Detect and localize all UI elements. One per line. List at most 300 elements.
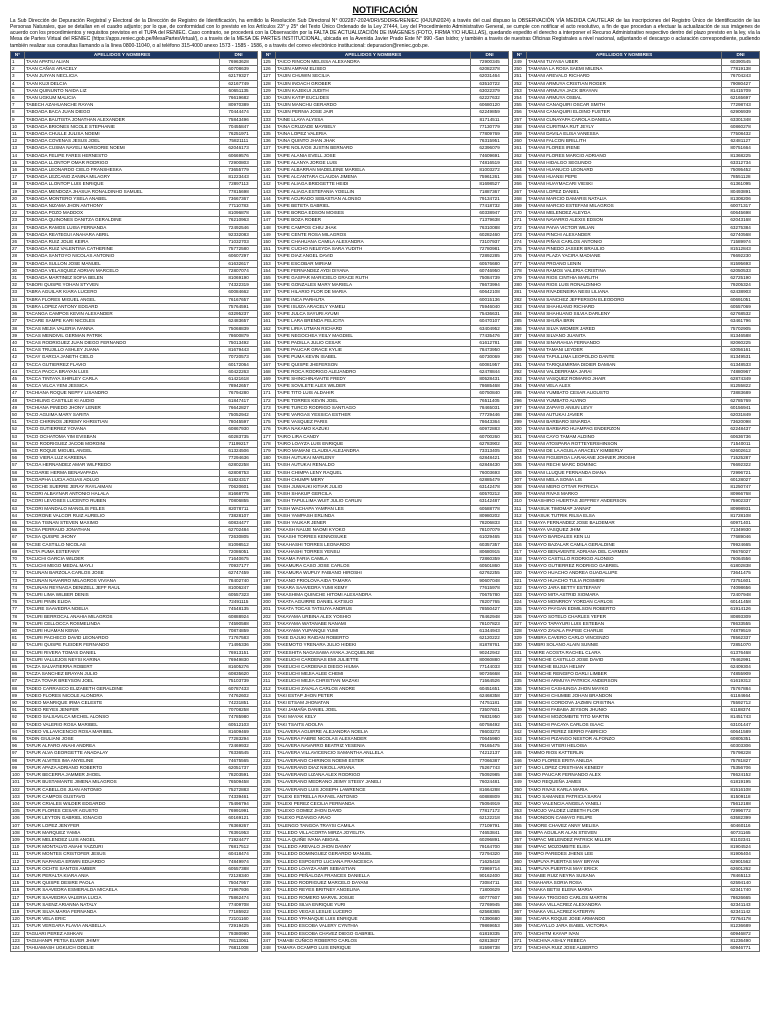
row-number: 232 bbox=[262, 829, 276, 836]
table-row bbox=[513, 217, 760, 224]
row-dni: 75436631 bbox=[471, 311, 509, 318]
row-number: 81 bbox=[11, 635, 25, 642]
row-number: 369 bbox=[513, 923, 527, 930]
row-full-name: TAMANI BARBARO HUAMPAG ENDERZON bbox=[526, 426, 721, 433]
row-number: 15 bbox=[11, 159, 25, 166]
row-full-name: TAMINCHI FABABA JEYSON JHUNIO bbox=[526, 707, 721, 714]
table-row bbox=[262, 829, 509, 836]
row-dni: 63461796 bbox=[722, 318, 760, 325]
row-number: 267 bbox=[513, 188, 527, 195]
table-row bbox=[513, 757, 760, 764]
table-row bbox=[262, 447, 509, 454]
row-number: 110 bbox=[11, 844, 25, 851]
row-number: 64 bbox=[11, 512, 25, 519]
row-full-name: TAINA QUINTO JHAN JHAK bbox=[275, 138, 470, 145]
row-number: 213 bbox=[262, 692, 276, 699]
table-row bbox=[11, 556, 258, 563]
table-row bbox=[513, 368, 760, 375]
row-dni: 62747459 bbox=[220, 570, 258, 577]
table-row bbox=[262, 289, 509, 296]
table-row bbox=[513, 512, 760, 519]
row-full-name: TABOADA REATEGUI ANAHARA ABRIL bbox=[24, 231, 219, 238]
row-dni: 77409708 bbox=[220, 901, 258, 908]
row-dni: 81368225 bbox=[722, 152, 760, 159]
row-full-name: TAKAHASHI TORRES LEONARDO bbox=[275, 541, 470, 548]
table-row bbox=[513, 642, 760, 649]
row-dni: 79165475 bbox=[471, 743, 509, 750]
row-number: 28 bbox=[11, 253, 25, 260]
row-number: 115 bbox=[11, 880, 25, 887]
row-full-name: TAGUHANPI PETSA ELVER JHIMY bbox=[24, 937, 219, 944]
row-dni: 77729446 bbox=[471, 411, 509, 418]
table-row bbox=[513, 678, 760, 685]
table-row bbox=[513, 527, 760, 534]
row-full-name: TACUNAN REYNAGA DENIZELL JEFF RAUL bbox=[24, 584, 219, 591]
row-dni: 63312734 bbox=[722, 159, 760, 166]
row-dni: 60169121 bbox=[220, 815, 258, 822]
table-header-row bbox=[513, 51, 760, 58]
row-dni: 62122218 bbox=[471, 815, 509, 822]
row-full-name: TAFUR SAAVEDRA VALERIA LUCIA bbox=[24, 894, 219, 901]
table-row bbox=[11, 404, 258, 411]
table-row bbox=[262, 404, 509, 411]
table-row bbox=[262, 800, 509, 807]
row-dni: 71525287 bbox=[722, 455, 760, 462]
table-row bbox=[11, 498, 258, 505]
table-row bbox=[513, 152, 760, 159]
row-number: 82 bbox=[11, 642, 25, 649]
row-dni: 70874859 bbox=[220, 628, 258, 635]
row-number: 289 bbox=[513, 347, 527, 354]
row-full-name: TANCHIVA RUIZ JOSE ALBERTO bbox=[526, 944, 721, 951]
row-full-name: TAMANI PIÑAS CARLOS ANTONIO bbox=[526, 239, 721, 246]
table-row bbox=[11, 628, 258, 635]
row-number: 154 bbox=[262, 267, 276, 274]
row-full-name: TALEXI ESTRELLA RAFAEL ANTONIO bbox=[275, 793, 470, 800]
row-number: 45 bbox=[11, 375, 25, 382]
row-number: 27 bbox=[11, 246, 25, 253]
tables-container bbox=[10, 51, 760, 952]
row-number: 25 bbox=[11, 231, 25, 238]
row-number: 161 bbox=[262, 318, 276, 325]
row-dni: 70708258 bbox=[220, 707, 258, 714]
row-number: 30 bbox=[11, 267, 25, 274]
row-dni: 62568365 bbox=[471, 908, 509, 915]
row-dni: 60835620 bbox=[220, 671, 258, 678]
row-number: 227 bbox=[262, 793, 276, 800]
row-number: 229 bbox=[262, 808, 276, 815]
row-dni: 81098512 bbox=[220, 541, 258, 548]
row-number: 75 bbox=[11, 592, 25, 599]
row-number: 364 bbox=[513, 887, 527, 894]
row-dni: 76704243 bbox=[722, 73, 760, 80]
row-number: 218 bbox=[262, 728, 276, 735]
row-number: 202 bbox=[262, 613, 276, 620]
table-row bbox=[262, 786, 509, 793]
row-number: 69 bbox=[11, 548, 25, 555]
row-number: 90 bbox=[11, 700, 25, 707]
row-dni: 70620601 bbox=[220, 483, 258, 490]
row-full-name: TAFUR QUISPE DESIRE PAOLA bbox=[24, 880, 219, 887]
row-dni: 60015136 bbox=[471, 296, 509, 303]
row-number: 100 bbox=[11, 772, 25, 779]
table-row bbox=[11, 433, 258, 440]
table-row bbox=[11, 822, 258, 829]
row-dni: 81878761 bbox=[471, 642, 509, 649]
table-row bbox=[513, 944, 760, 951]
table-row bbox=[262, 167, 509, 174]
row-dni: 77294636 bbox=[220, 455, 258, 462]
row-number: 306 bbox=[513, 469, 527, 476]
row-full-name: TAKI ETSAM JHONATAN bbox=[275, 700, 470, 707]
row-full-name: TAAN APATIU ALIAN bbox=[24, 58, 219, 65]
table-row bbox=[11, 174, 258, 181]
row-dni: 74653841 bbox=[471, 829, 509, 836]
row-number: 198 bbox=[262, 584, 276, 591]
row-number: 327 bbox=[513, 620, 527, 627]
row-number: 106 bbox=[11, 815, 25, 822]
row-dni: 81906404 bbox=[722, 851, 760, 858]
row-dni: 62848421 bbox=[471, 455, 509, 462]
row-dni: 62167749 bbox=[220, 80, 258, 87]
table-row bbox=[11, 692, 258, 699]
table-row bbox=[262, 239, 509, 246]
table-row bbox=[262, 145, 509, 152]
row-number: 194 bbox=[262, 556, 276, 563]
row-full-name: TAKEMOTO YRENARA JULIO HIDEKI bbox=[275, 642, 470, 649]
row-dni: 72900345 bbox=[471, 58, 509, 65]
row-full-name: TAIPE VASQUEZ PARIS bbox=[275, 419, 470, 426]
row-number: 42 bbox=[11, 354, 25, 361]
row-full-name: TACORI ALBAYNAR ANTONIO HALALA bbox=[24, 491, 219, 498]
row-number: 1 bbox=[11, 58, 25, 65]
row-number: 305 bbox=[513, 462, 527, 469]
row-full-name: TAKEUCHI CARDENAS EMI JULIETTE bbox=[275, 656, 470, 663]
row-full-name: TAIPE HILARIO FLOR DE MARIA bbox=[275, 289, 470, 296]
row-full-name: TAMANI SHUÑA BRIN bbox=[526, 318, 721, 325]
table-row bbox=[262, 858, 509, 865]
row-dni: 76003693 bbox=[471, 469, 509, 476]
table-row bbox=[11, 937, 258, 944]
row-number: 275 bbox=[513, 246, 527, 253]
table-row bbox=[11, 700, 258, 707]
row-dni: 76167657 bbox=[220, 296, 258, 303]
row-number: 190 bbox=[262, 527, 276, 534]
table-row bbox=[11, 73, 258, 80]
row-full-name: TACUCHI MEGO MEDAL MAYLI bbox=[24, 563, 219, 570]
row-dni: 78207765 bbox=[471, 599, 509, 606]
table-row bbox=[262, 664, 509, 671]
row-full-name: TAMONDON CAMAYO FELIPE bbox=[526, 815, 721, 822]
row-full-name: TAIPE PADILLA JULIO CESAR bbox=[275, 339, 470, 346]
row-full-name: TAMPAC MOZOMBITE ELISA bbox=[526, 844, 721, 851]
table-row bbox=[11, 606, 258, 613]
row-full-name: TAIPE ESCOBAR MIRIAM bbox=[275, 260, 470, 267]
row-dni: 71564526 bbox=[471, 678, 509, 685]
table-row bbox=[262, 296, 509, 303]
row-dni: 60588778 bbox=[471, 505, 509, 512]
row-full-name: TAGUARI PEREZ ASHKAN bbox=[24, 930, 219, 937]
table-row bbox=[11, 440, 258, 447]
row-number: 211 bbox=[262, 678, 276, 685]
row-dni: 71625418 bbox=[471, 858, 509, 865]
table-row bbox=[262, 411, 509, 418]
row-full-name: TAINE LLAYA ALYSSA bbox=[275, 116, 470, 123]
row-number: 109 bbox=[11, 836, 25, 843]
row-dni: 71540011 bbox=[722, 440, 760, 447]
row-dni: 81069190 bbox=[220, 275, 258, 282]
row-number: 281 bbox=[513, 289, 527, 296]
row-number: 235 bbox=[262, 851, 276, 858]
row-full-name: TACURI PININ ELIDA bbox=[24, 599, 219, 606]
row-full-name: TAMANI HUANUCO LEONARD bbox=[526, 167, 721, 174]
row-number: 6 bbox=[11, 95, 25, 102]
row-dni: 78624152 bbox=[722, 772, 760, 779]
table-row bbox=[11, 800, 258, 807]
row-dni: 75356706 bbox=[722, 764, 760, 771]
table-row bbox=[262, 231, 509, 238]
row-full-name: TABOADA LLONTOP LUIS ENRIQUE bbox=[24, 181, 219, 188]
table-row bbox=[513, 73, 760, 80]
row-number: 112 bbox=[11, 858, 25, 865]
row-full-name: TAMANI AREVALO RICHARD bbox=[526, 73, 721, 80]
row-full-name: TAKAHASHI TORRES YENSU bbox=[275, 548, 470, 555]
row-number: 316 bbox=[513, 541, 527, 548]
table-row bbox=[262, 613, 509, 620]
row-number: 366 bbox=[513, 901, 527, 908]
row-full-name: TAIPE GONZALES MARY MARIELA bbox=[275, 282, 470, 289]
header-num: N° bbox=[513, 51, 527, 58]
row-dni: 63510722 bbox=[471, 80, 509, 87]
row-full-name: TAKASH NAUJE NAOMI KYOKO bbox=[275, 527, 470, 534]
row-number: 199 bbox=[262, 592, 276, 599]
row-full-name: TALAVERANO DIAZ NIKOLL ARIANA bbox=[275, 764, 470, 771]
table-row bbox=[513, 880, 760, 887]
row-number: 311 bbox=[513, 505, 527, 512]
row-number: 187 bbox=[262, 505, 276, 512]
row-full-name: TAIPE QUISPE JHEFERSON bbox=[275, 361, 470, 368]
row-dni: 81609469 bbox=[220, 728, 258, 735]
table-row bbox=[513, 649, 760, 656]
row-dni: 77689046 bbox=[722, 534, 760, 541]
row-dni: 62601262 bbox=[722, 865, 760, 872]
row-dni: 72086051 bbox=[220, 548, 258, 555]
row-full-name: TACORI MANDALO MANGLIS FELES bbox=[24, 505, 219, 512]
row-number: 224 bbox=[262, 772, 276, 779]
row-number: 338 bbox=[513, 700, 527, 707]
row-number: 183 bbox=[262, 476, 276, 483]
row-full-name: TALLEDO ESCOBA VALERY CYNTHIA bbox=[275, 923, 470, 930]
row-dni: 72996721 bbox=[722, 469, 760, 476]
row-dni: 62594140 bbox=[722, 880, 760, 887]
row-number: 116 bbox=[11, 887, 25, 894]
row-dni: 62785769 bbox=[722, 397, 760, 404]
row-full-name: TACURI QUISPE FLEIDER FERNANDO bbox=[24, 642, 219, 649]
row-dni: 78643364 bbox=[471, 419, 509, 426]
table-row bbox=[262, 275, 509, 282]
row-dni: 75496794 bbox=[220, 800, 258, 807]
row-full-name: TAMANI CURITIMA RUT JEYLY bbox=[526, 123, 721, 130]
row-dni: 80893309 bbox=[722, 613, 760, 620]
row-full-name: TAISH WACHAPA YAMPAN LES bbox=[275, 505, 470, 512]
row-full-name: TACTA PUMA ESTEFANY bbox=[24, 548, 219, 555]
table-row bbox=[262, 930, 509, 937]
row-dni: 61612781 bbox=[471, 339, 509, 346]
row-dni: 71349930 bbox=[722, 527, 760, 534]
table-row bbox=[11, 375, 258, 382]
table-row bbox=[262, 419, 509, 426]
row-number: 228 bbox=[262, 800, 276, 807]
table-row bbox=[11, 944, 258, 951]
row-full-name: TADEO SALSAVILCA MICHEL ALONSO bbox=[24, 714, 219, 721]
row-dni: 60084662 bbox=[220, 289, 258, 296]
table-row bbox=[262, 844, 509, 851]
row-full-name: TAIPE ISUIZA ARACELY YAMELI bbox=[275, 303, 470, 310]
row-dni: 77418732 bbox=[471, 203, 509, 210]
row-dni: 72491115 bbox=[220, 599, 258, 606]
row-full-name: TALAVERA VILLAVICENCIO SAMANTHA ANLLELA bbox=[275, 750, 470, 757]
row-full-name: TACZA SALVATIERRA ROBERT bbox=[24, 664, 219, 671]
row-number: 127 bbox=[262, 73, 276, 80]
table-row bbox=[513, 116, 760, 123]
row-dni: 76963628 bbox=[220, 58, 258, 65]
row-dni: 72996772 bbox=[722, 808, 760, 815]
row-number: 87 bbox=[11, 678, 25, 685]
row-number: 243 bbox=[262, 908, 276, 915]
row-dni: 77110783 bbox=[220, 203, 258, 210]
row-dni: 90162400 bbox=[471, 872, 509, 879]
table-row bbox=[11, 390, 258, 397]
row-full-name: TAMARA OCAMPO LUIS ENRIQUE bbox=[275, 944, 470, 951]
row-dni: 78465031 bbox=[471, 404, 509, 411]
row-number: 238 bbox=[262, 872, 276, 879]
row-dni: 81664288 bbox=[471, 786, 509, 793]
row-full-name: TAIJIN AMPAM ELISEO bbox=[275, 66, 470, 73]
row-number: 148 bbox=[262, 224, 276, 231]
row-full-name: TAMANI TAPULLIMA LEOPOLDO DANTE bbox=[526, 354, 721, 361]
row-number: 225 bbox=[262, 779, 276, 786]
row-full-name: TACOCHE SUERRE JERAY RAYLAIMAN bbox=[24, 483, 219, 490]
row-dni: 79924665 bbox=[722, 541, 760, 548]
row-full-name: TADIN GIULIANI JOSE bbox=[24, 736, 219, 743]
row-full-name: TAFUR SILVA MARIA FERNANDA bbox=[24, 908, 219, 915]
row-full-name: TAIPE ALIAGA ESTEFANIA YOELLIN bbox=[275, 188, 470, 195]
row-number: 125 bbox=[262, 58, 276, 65]
table-row bbox=[513, 167, 760, 174]
row-full-name: TAMPUYA PUERTAS MAY ERICK bbox=[526, 865, 721, 872]
row-dni: 60557069 bbox=[722, 303, 760, 310]
table-row bbox=[262, 491, 509, 498]
table-row bbox=[262, 779, 509, 786]
row-full-name: TAMAYO GUTIERREZ RODRIGO GABRIEL bbox=[526, 563, 721, 570]
table-row bbox=[262, 253, 509, 260]
table-row bbox=[11, 656, 258, 663]
row-dni: 62248437 bbox=[722, 426, 760, 433]
row-number: 95 bbox=[11, 736, 25, 743]
row-full-name: TAMO SAMANES PATRICIA SARAI bbox=[526, 793, 721, 800]
row-full-name: TABOADA VELASQUEZ ADRIAN MARCELO bbox=[24, 267, 219, 274]
row-dni: 74762602 bbox=[220, 692, 258, 699]
row-full-name: TAAN CAÑAS ARACELY bbox=[24, 66, 219, 73]
row-dni: 81451743 bbox=[722, 714, 760, 721]
row-full-name: TAISH YAUKAR JENER bbox=[275, 519, 470, 526]
row-dni: 60390545 bbox=[722, 58, 760, 65]
row-number: 317 bbox=[513, 548, 527, 555]
row-full-name: TAMANI TARIQUIMIRMA DIDIER DAMIAN bbox=[526, 361, 721, 368]
row-full-name: TAISH SHAKUP GERCILA bbox=[275, 491, 470, 498]
table-row bbox=[513, 779, 760, 786]
row-full-name: TAAN UGKUM MALICIA bbox=[24, 95, 219, 102]
row-full-name: TAKASHIMA QUINCHE HITOMI ALEXANDRA bbox=[275, 592, 470, 599]
row-full-name: TALLEDO LOAYZA ANIR SEBASTIAN bbox=[275, 865, 470, 872]
row-full-name: TACZA SANCHEZ BRAYAN JULIO bbox=[24, 671, 219, 678]
row-number: 36 bbox=[11, 311, 25, 318]
table-row bbox=[11, 930, 258, 937]
row-full-name: TAMINCHI PACAYA CARLOS ISAAC bbox=[526, 721, 721, 728]
row-full-name: TAIPE TITO LUIS ALDAHIR bbox=[275, 390, 470, 397]
table-row bbox=[11, 397, 258, 404]
table-row bbox=[11, 923, 258, 930]
row-dni: 71924477 bbox=[220, 836, 258, 843]
table-row bbox=[513, 721, 760, 728]
row-number: 182 bbox=[262, 469, 276, 476]
row-full-name: TAIPE ALIAGA BRIDGETTE HEIDI bbox=[275, 181, 470, 188]
row-full-name: TAIPE ACURADO SEBASTIAN ALONSO bbox=[275, 195, 470, 202]
row-full-name: TAMINCHI CHUMBE JOHAN BRANDON bbox=[526, 692, 721, 699]
row-full-name: TAIPE JULCA SAYURI AYUMI bbox=[275, 311, 470, 318]
row-dni: 60860278 bbox=[722, 123, 760, 130]
row-dni: 90607048 bbox=[471, 577, 509, 584]
row-number: 356 bbox=[513, 829, 527, 836]
roster-table-3 bbox=[512, 51, 760, 952]
row-dni: 70455847 bbox=[220, 123, 258, 130]
row-full-name: TAMANI PROANO LENIN bbox=[526, 260, 721, 267]
row-number: 11 bbox=[11, 131, 25, 138]
row-number: 73 bbox=[11, 577, 25, 584]
row-number: 13 bbox=[11, 145, 25, 152]
row-number: 85 bbox=[11, 664, 25, 671]
row-number: 147 bbox=[262, 217, 276, 224]
table-row bbox=[11, 123, 258, 130]
row-full-name: TAKANO FRIOLOVA AIDA TAMARA bbox=[275, 577, 470, 584]
row-number: 329 bbox=[513, 635, 527, 642]
table-row bbox=[513, 469, 760, 476]
row-number: 134 bbox=[262, 123, 276, 130]
row-number: 113 bbox=[11, 865, 25, 872]
table-row bbox=[513, 181, 760, 188]
row-full-name: TAMAYO BARDALES KEN LU bbox=[526, 534, 721, 541]
table-row bbox=[11, 613, 258, 620]
row-dni: 63301348 bbox=[722, 116, 760, 123]
table-row bbox=[11, 844, 258, 851]
row-dni: 81223443 bbox=[220, 174, 258, 181]
row-full-name: TACO ROQUE MIGUEL ANGEL bbox=[24, 447, 219, 454]
row-number: 180 bbox=[262, 455, 276, 462]
row-full-name: TACO VIERA LUZ KAREENA bbox=[24, 455, 219, 462]
row-dni: 76251971 bbox=[220, 131, 258, 138]
row-dni: 75267743 bbox=[471, 764, 509, 771]
row-number: 131 bbox=[262, 102, 276, 109]
row-dni: 62031849 bbox=[722, 411, 760, 418]
row-dni: 61847417 bbox=[220, 397, 258, 404]
row-full-name: TACSA QUISPE JHONY bbox=[24, 534, 219, 541]
row-full-name: TAMINCHI PIZANGO NESTOR ALFONZO bbox=[526, 736, 721, 743]
table-row bbox=[262, 923, 509, 930]
table-row bbox=[11, 447, 258, 454]
row-dni: 60470107 bbox=[471, 318, 509, 325]
row-number: 185 bbox=[262, 491, 276, 498]
table-row bbox=[262, 908, 509, 915]
